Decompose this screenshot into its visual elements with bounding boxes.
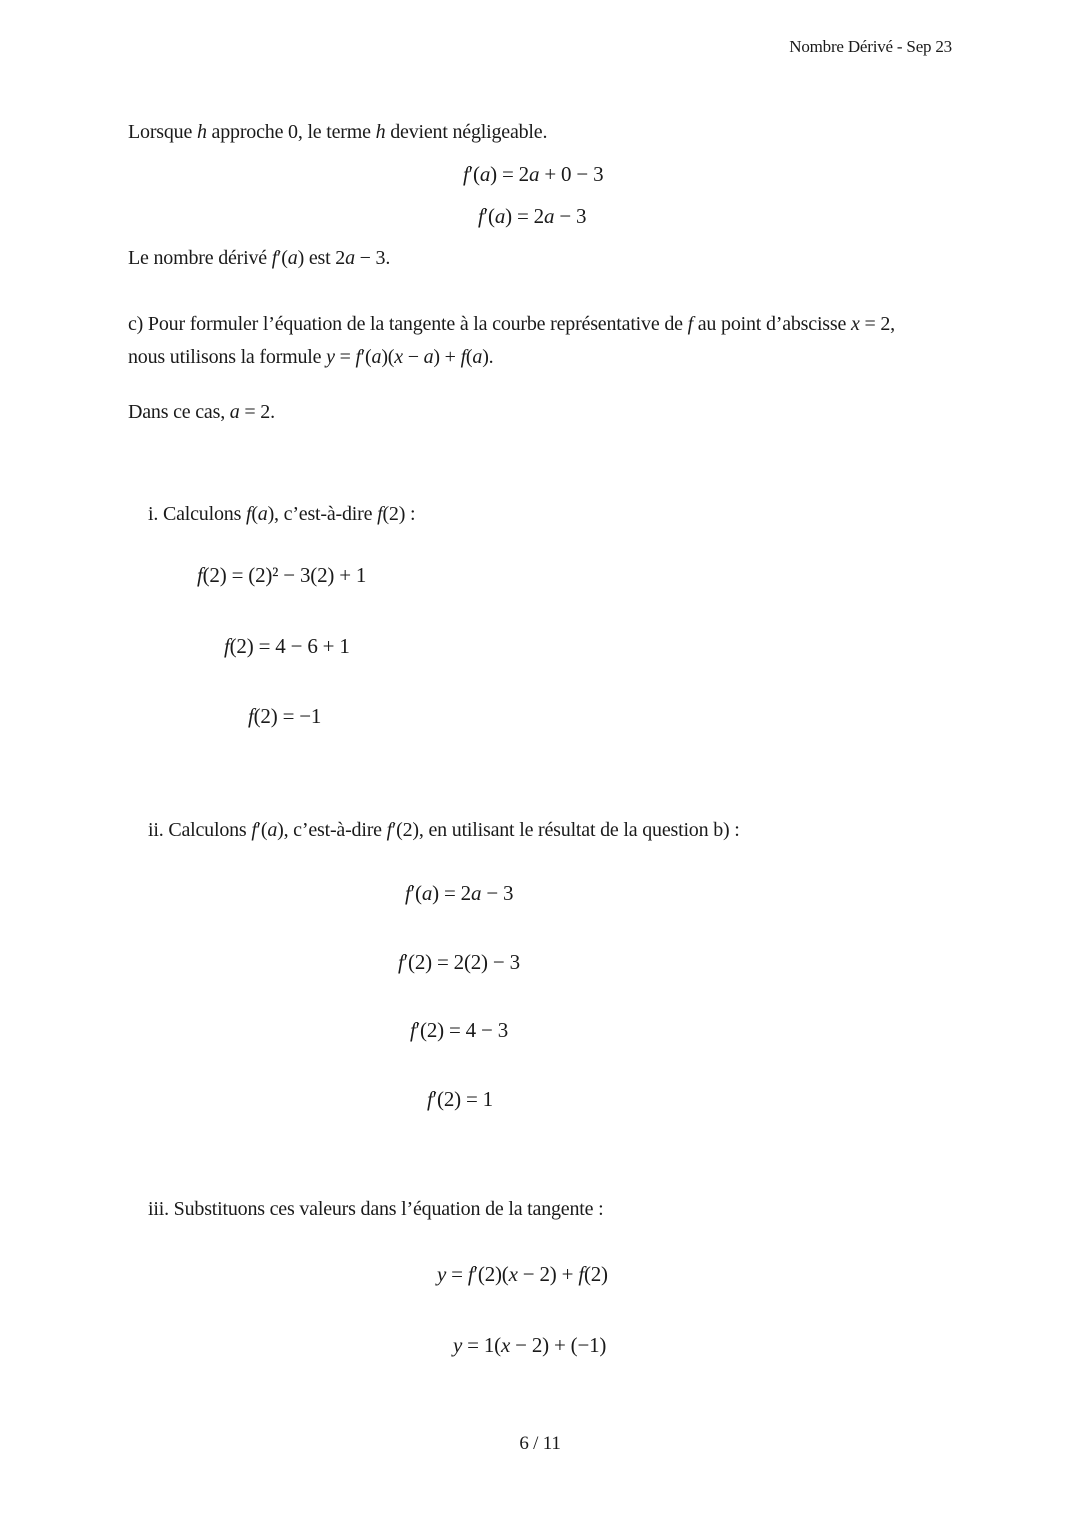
paragraph-question-c: c) Pour formuler l’équation de la tangente à la courbe représentative de f au point d’abscisse x = 2, nous utilisons la formule y = f′(a)(x − a) + f(a). <box>128 313 895 368</box>
header-title: Nombre Dérivé - Sep 23 <box>789 37 952 56</box>
display-equation-fprime-expanded: f′(a) = 2a + 0 − 3 <box>463 162 604 186</box>
display-equation-fprime2-result: f′(2) = 1 <box>427 1087 493 1111</box>
display-equation-fprime2-substitution: f′(2) = 2(2) − 3 <box>398 950 520 974</box>
step-iii-heading: iii. Substituons ces valeurs dans l’équation de la tangente : <box>148 1198 604 1220</box>
step-i-heading: i. Calculons f(a), c’est-à-dire f(2) : <box>148 503 416 525</box>
display-equation-tangent-general: y = f′(2)(x − 2) + f(2) <box>437 1262 608 1286</box>
paragraph-derivative-result: Le nombre dérivé f′(a) est 2a − 3. <box>128 247 391 269</box>
display-equation-f2-substitution: f(2) = (2)² − 3(2) + 1 <box>197 563 367 587</box>
display-equation-f2-arithmetic: f(2) = 4 − 6 + 1 <box>224 634 350 658</box>
display-equation-fprime-a: f′(a) = 2a − 3 <box>405 881 514 905</box>
paragraph-case-a-equals-2: Dans ce cas, a = 2. <box>128 401 275 423</box>
display-equation-fprime2-arithmetic: f′(2) = 4 − 3 <box>410 1018 509 1042</box>
step-ii-heading: ii. Calculons f′(a), c’est-à-dire f′(2), en utilisant le résultat de la question b) : <box>148 819 740 841</box>
paragraph-h-negligible: Lorsque h approche 0, le terme h devient négligeable. <box>128 121 548 143</box>
display-equation-f2-result: f(2) = −1 <box>248 704 322 728</box>
display-equation-fprime-simplified: f′(a) = 2a − 3 <box>478 204 587 228</box>
display-equation-tangent-substituted: y = 1(x − 2) + (−1) <box>453 1333 607 1357</box>
page-number: 6 / 11 <box>519 1433 561 1454</box>
